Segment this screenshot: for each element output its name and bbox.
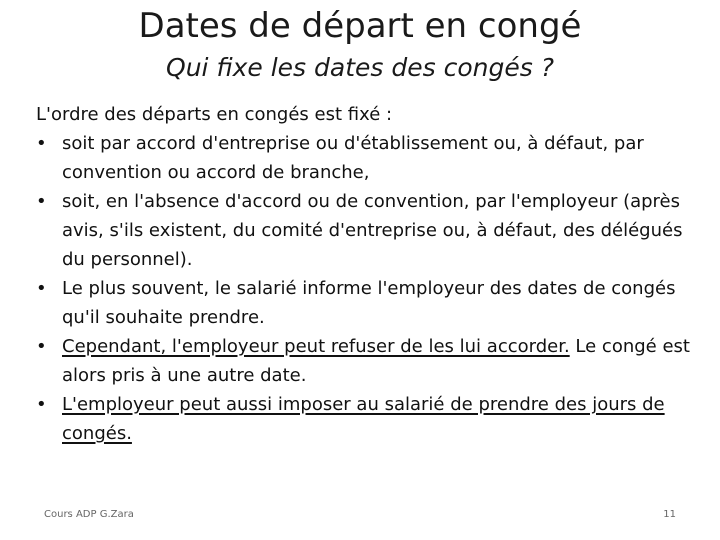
bullet-text: Le congé est alors pris à une autre date. [62, 336, 690, 386]
bullet-text: soit par accord d'entreprise ou d'établissement ou, à défaut, par convention ou accord de branche, [62, 133, 644, 183]
slide-body [36, 100, 704, 448]
slide-title: Dates de départ en congé [138, 6, 582, 46]
bullet-icon: • [36, 278, 47, 299]
bullet-icon: • [36, 394, 47, 415]
bullet-text-underlined: L'employeur peut aussi imposer au salarié de prendre des jours de congés. [62, 394, 665, 444]
bullet-item [36, 129, 704, 187]
footer-author: Cours ADP G.Zara [44, 509, 134, 520]
bullet-icon: • [36, 133, 47, 154]
bullet-text: Le plus souvent, le salarié informe l'employeur des dates de congés qu'il souhaite prendre. [62, 278, 676, 328]
bullet-item [36, 187, 704, 274]
bullet-item [36, 332, 704, 390]
bullet-text: soit, en l'absence d'accord ou de convention, par l'employeur (après avis, s'ils existent, du comité d'entreprise ou, à défaut, des délégués du personnel). [62, 191, 683, 270]
bullet-item [36, 390, 704, 448]
bullet-icon: • [36, 336, 47, 357]
slide-subtitle: Qui fixe les dates des congés ? [166, 53, 554, 82]
bullet-item [36, 274, 704, 332]
bullet-list [36, 129, 704, 448]
bullet-text-underlined: Cependant, l'employeur peut refuser de les lui accorder. [62, 336, 570, 357]
page-number: 11 [663, 509, 676, 520]
bullet-icon: • [36, 191, 47, 212]
intro-text: L'ordre des départs en congés est fixé : [36, 104, 393, 125]
